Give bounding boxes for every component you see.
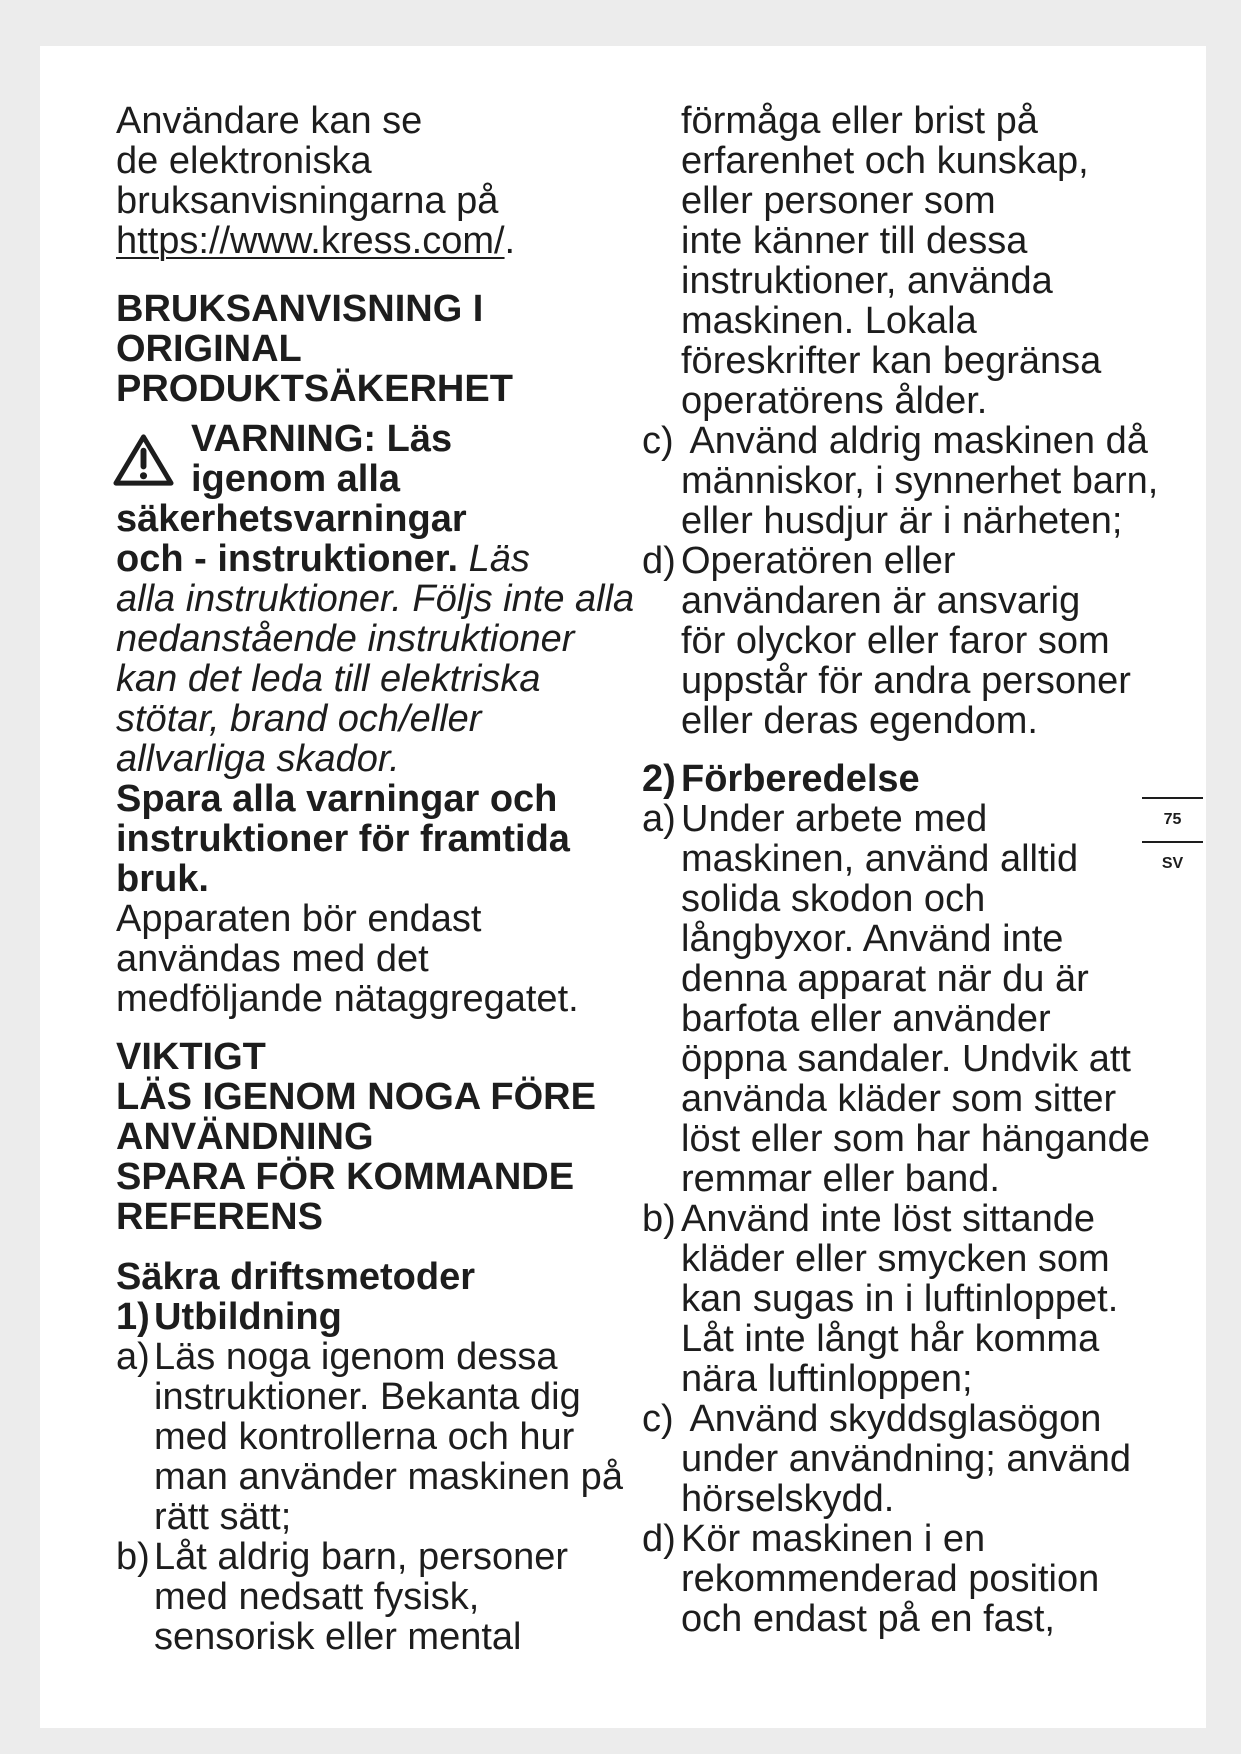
subsection-number: 2) xyxy=(642,758,676,800)
list-item-continuation: förmåga eller brist på erfarenhet och kunskap, eller personer som inte känner till dessa instruktioner, använda maskinen. Lokala föreskrifter kan begränsa operatörens ålder. xyxy=(681,100,1102,422)
list-item-text: Låt aldrig barn, personer med nedsatt fysisk, sensorisk eller mental xyxy=(154,1536,569,1658)
warning-triangle-icon xyxy=(112,431,175,490)
list-item-marker: c) xyxy=(642,420,674,462)
list-item-marker: a) xyxy=(642,798,676,840)
save-instructions-note: Spara alla varningar och instruktioner för framtida bruk. xyxy=(116,778,570,900)
list-item-text: Under arbete med maskinen, använd alltid solida skodon och långbyxor. Använd inte denna apparat när du är barfota eller använder öppna sandaler. Undvik att använda kläder som sitter löst eller som har hängande remmar eller band. xyxy=(681,798,1150,1200)
list-item xyxy=(116,1337,626,1537)
list-item-text: Använd inte löst sittande kläder eller smycken som kan sugas in i luftinloppet. Låt inte långt hår komma nära luftinloppen; xyxy=(681,1198,1119,1400)
list-item xyxy=(642,1199,1162,1399)
left-column xyxy=(116,100,635,1658)
subsection-heading xyxy=(116,1297,626,1337)
warning-text: Läs alla instruktioner. Följs inte alla nedanstående instruktioner kan det leda till elektriska stötar, brand och/eller allvarliga skador. xyxy=(116,538,635,780)
right-column xyxy=(642,101,1162,1639)
adapter-note: Apparaten bör endast användas med det medföljande nätaggregatet. xyxy=(116,898,579,1020)
list-item-text: Operatören eller användaren är ansvarig för olyckor eller faror som uppstår för andra personer eller deras egendom. xyxy=(681,540,1131,742)
list-item xyxy=(642,1399,1162,1519)
list-item-marker: b) xyxy=(642,1198,676,1240)
page-number: 75 xyxy=(1142,797,1203,841)
subsection-number: 1) xyxy=(116,1296,150,1338)
list-item-marker: d) xyxy=(642,1518,676,1560)
list-item-marker: b) xyxy=(116,1536,150,1578)
subsection-title: Utbildning xyxy=(154,1296,342,1338)
list-item xyxy=(116,1537,626,1657)
section-title: Säkra driftsmetoder xyxy=(116,1256,476,1298)
list-item-text: Använd aldrig maskinen då människor, i synnerhet barn, eller husdjur är i närheten; xyxy=(681,420,1159,542)
language-code: SV xyxy=(1142,841,1203,885)
list-item-marker: c) xyxy=(642,1398,674,1440)
subsection-title: Förberedelse xyxy=(681,758,920,800)
warning-icon-box xyxy=(116,419,191,499)
page-marker xyxy=(1142,797,1203,885)
list-item-marker: a) xyxy=(116,1336,150,1378)
list-item xyxy=(642,1519,1162,1639)
list-item-text: Kör maskinen i en rekommenderad position och endast på en fast, xyxy=(681,1518,1100,1640)
list-item-marker: d) xyxy=(642,540,676,582)
intro-text: Användare kan se de elektroniska bruksanvisningarna på xyxy=(116,100,499,222)
intro-suffix: . xyxy=(504,220,516,262)
warning-paragraph xyxy=(116,418,635,780)
list-item xyxy=(642,799,1162,1199)
heading-original-instructions: BRUKSANVISNING I ORIGINAL PRODUKTSÄKERHET xyxy=(116,288,513,410)
list-item-text: Läs noga igenom dessa instruktioner. Bekanta dig med kontrollerna och hur man använder maskinen på rätt sätt; xyxy=(154,1336,623,1538)
list-item xyxy=(642,541,1162,741)
intro-paragraph xyxy=(116,101,626,261)
important-notice: VIKTIGT LÄS IGENOM NOGA FÖRE ANVÄNDNING SPARA FÖR KOMMANDE REFERENS xyxy=(116,1036,596,1238)
manuals-link[interactable]: https://www.kress.com/ xyxy=(116,220,505,262)
warning-heading: VARNING: Läs igenom alla säkerhetsvarningar och - instruktioner. xyxy=(116,418,467,580)
exclamation-dot xyxy=(140,472,147,479)
list-item xyxy=(642,421,1162,541)
subsection-heading xyxy=(642,759,1162,799)
list-item-text: Använd skyddsglasögon under användning; använd hörselskydd. xyxy=(681,1398,1132,1520)
